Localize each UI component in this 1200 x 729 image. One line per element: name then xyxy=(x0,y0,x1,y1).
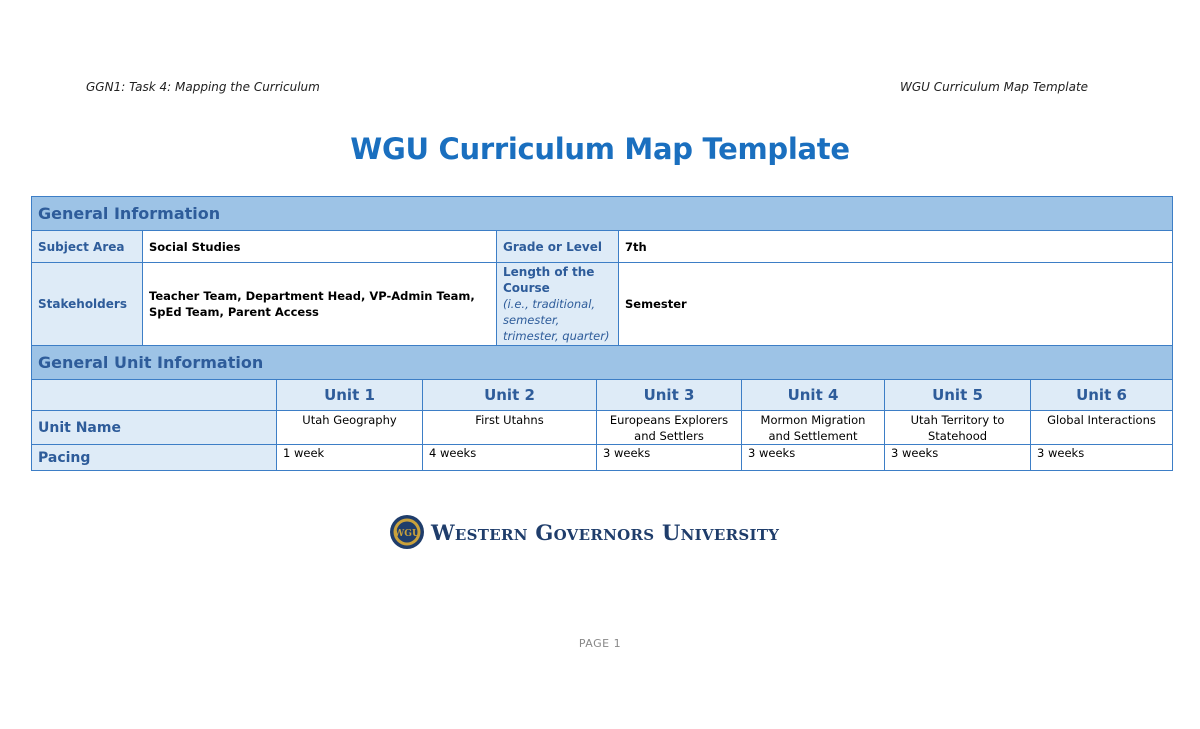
stakeholders-value: Teacher Team, Department Head, VP-Admin Team, SpEd Team, Parent Access xyxy=(143,263,497,346)
unit-header-blank xyxy=(32,380,277,411)
unit-header: Unit 6 xyxy=(1031,380,1173,411)
subject-area-value: Social Studies xyxy=(143,231,497,263)
course-length-label: Length of the Course xyxy=(503,265,595,295)
unit-name-cell: Mormon Migration and Settlement xyxy=(742,411,885,445)
pacing-cell: 3 weeks xyxy=(885,445,1031,471)
pacing-label: Pacing xyxy=(32,445,277,471)
grade-level-value: 7th xyxy=(619,231,1173,263)
wgu-seal-icon xyxy=(389,514,425,550)
stakeholders-label: Stakeholders xyxy=(32,263,143,346)
pacing-cell: 3 weeks xyxy=(742,445,885,471)
general-information-table xyxy=(31,196,1173,346)
unit-name-cell: Utah Territory to Statehood xyxy=(885,411,1031,445)
unit-name-cell: Utah Geography xyxy=(277,411,423,445)
unit-name-cell: Global Interactions xyxy=(1031,411,1173,445)
course-length-hint: (i.e., traditional, semester, trimester, quarter) xyxy=(503,297,610,343)
unit-name-cell: Europeans Explorers and Settlers xyxy=(597,411,742,445)
seal-text: WGU xyxy=(394,529,420,539)
general-information-heading: General Information xyxy=(32,197,1173,231)
pacing-cell: 4 weeks xyxy=(423,445,597,471)
pacing-cell: 3 weeks xyxy=(1031,445,1173,471)
general-unit-information-table xyxy=(31,345,1173,471)
general-unit-information-heading: General Unit Information xyxy=(32,346,1173,380)
unit-header: Unit 4 xyxy=(742,380,885,411)
course-length-value: Semester xyxy=(619,263,1173,346)
unit-header: Unit 2 xyxy=(423,380,597,411)
grade-level-label: Grade or Level xyxy=(497,231,619,263)
logo-text: Western Governors University xyxy=(431,519,780,545)
course-length-label-cell xyxy=(497,263,619,346)
unit-name-cell: First Utahns xyxy=(423,411,597,445)
unit-header: Unit 5 xyxy=(885,380,1031,411)
wgu-logo xyxy=(389,514,779,550)
page-number: PAGE 1 xyxy=(578,637,622,650)
unit-name-label: Unit Name xyxy=(32,411,277,445)
pacing-cell: 3 weeks xyxy=(597,445,742,471)
unit-header: Unit 3 xyxy=(597,380,742,411)
page-title: WGU Curriculum Map Template xyxy=(350,132,850,166)
header-left-text: GGN1: Task 4: Mapping the Curriculum xyxy=(86,80,320,94)
unit-header: Unit 1 xyxy=(277,380,423,411)
subject-area-label: Subject Area xyxy=(32,231,143,263)
pacing-cell: 1 week xyxy=(277,445,423,471)
header-right-text: WGU Curriculum Map Template xyxy=(900,80,1089,94)
